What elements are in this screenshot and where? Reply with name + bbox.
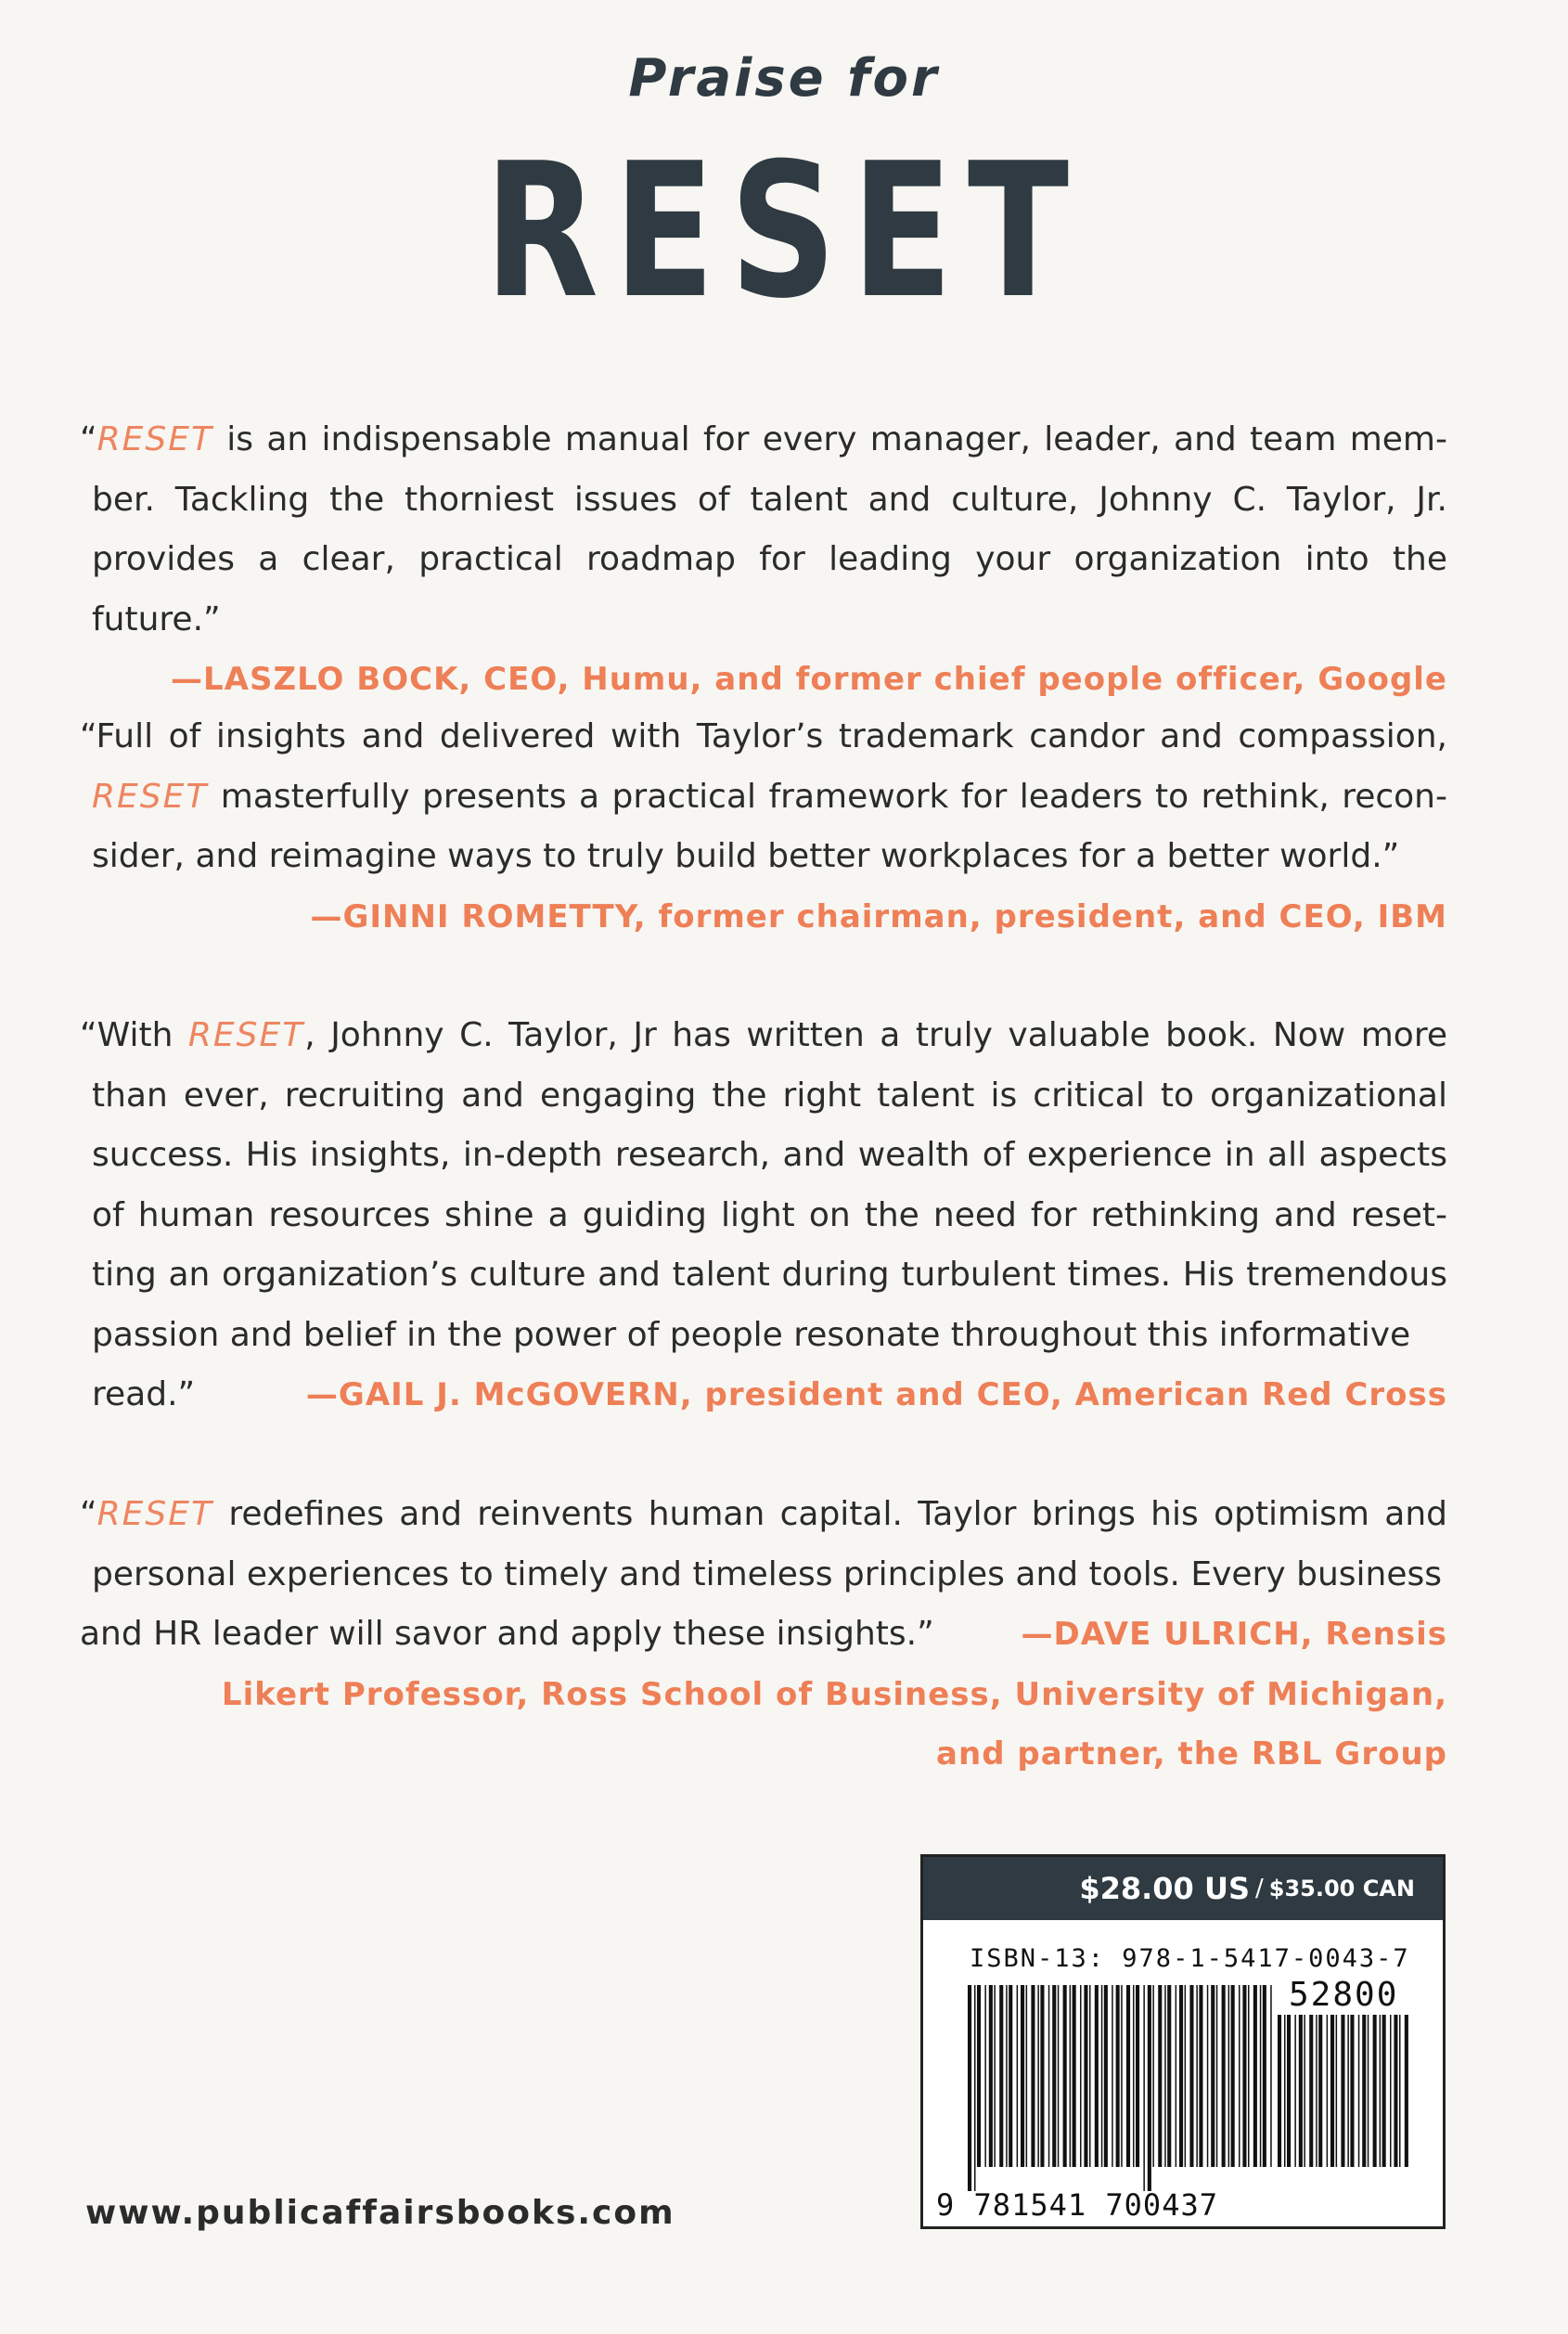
brand-reset: RESET	[96, 420, 214, 458]
quote-ginni-rometty	[80, 707, 1447, 947]
quote-dave-ulrich	[80, 1485, 1447, 1785]
barcode-addon-icon	[1278, 2015, 1409, 2191]
quote-text	[80, 707, 1447, 887]
quote-tail: and HR leader will savor and apply these insights.”	[80, 1615, 934, 1653]
barcode-addon-digits: 52800	[1289, 1976, 1399, 2014]
praise-heading: Praise for	[628, 48, 940, 109]
quote-open: “Full of insights and delivered with Taylor’s trademark candor and compassion,	[80, 717, 1447, 755]
price-us: $28.00 US	[1079, 1871, 1250, 1906]
quote-body: masterfully presents a practical framework for leaders to rethink, reconsider, and reimagine ways to truly build better workplaces for a better world.”	[92, 777, 1447, 875]
price-barcode-box	[920, 1854, 1446, 2229]
barcode-digits: 9 781541 700437	[936, 2187, 1218, 2223]
quote-tail: read.”	[92, 1375, 196, 1413]
quote-gail-mcgovern	[80, 1006, 1447, 1425]
price-can: $35.00 CAN	[1268, 1876, 1415, 1902]
isbn-label: ISBN-13: 978-1-5417-0043-7	[970, 1944, 1410, 1973]
quote-attribution: —LASZLO BOCK, CEO, Humu, and former chief people officer, Google	[170, 661, 1447, 698]
quote-text	[80, 1006, 1447, 1365]
quote-body: is an indispensable manual for every manager, leader, and team member. Tackling the thorniest issues of talent and culture, Johnny C. Taylor, Jr. provides a clear, practical roadmap for leading your organization into the future.”	[92, 420, 1447, 638]
brand-reset: RESET	[92, 777, 209, 816]
quote-body: redefines and reinvents human capital. Taylor brings his optimism and personal experiences to timely and timeless principles and tools. Every business	[92, 1495, 1447, 1593]
price-band	[923, 1857, 1443, 1920]
quote-open: “	[80, 1495, 97, 1533]
brand-reset: RESET	[96, 1495, 214, 1533]
quote-attribution-line-2: Likert Professor, Ross School of Business, University of Michigan,	[221, 1675, 1447, 1713]
quote-final-line	[80, 1365, 1447, 1425]
quote-attribution: —DAVE ULRICH, Rensis	[1021, 1616, 1447, 1653]
quote-body: , Johnny C. Taylor, Jr has written a truly valuable book. Now more than ever, recruiting and engaging the right talent is critical to organizational success. His insights, in-depth research, and wealth of experience in all aspects of human resources shine a guiding light on the need for rethinking and resetting an organization’s culture and talent during turbulent times. His tremendous passion and belief in the power of people resonate throughout this informative	[92, 1016, 1447, 1354]
quote-attribution: —GINNI ROMETTY, former chairman, president, and CEO, IBM	[310, 897, 1447, 935]
publisher-website: www.publicaffairsbooks.com	[85, 2194, 675, 2232]
quote-open: “	[80, 420, 97, 458]
quote-open: “With	[80, 1016, 188, 1054]
quote-attribution: —GAIL J. McGOVERN, president and CEO, American Red Cross	[305, 1376, 1447, 1413]
brand-reset: RESET	[187, 1016, 305, 1054]
price-separator: /	[1254, 1875, 1264, 1902]
quote-final-line	[80, 1605, 1447, 1665]
barcode-main-icon	[968, 1985, 1274, 2191]
quote-laszlo-bock	[80, 410, 1447, 710]
quote-attribution-line-3: and partner, the RBL Group	[936, 1735, 1447, 1773]
quote-text	[80, 1485, 1447, 1605]
book-title: RESET	[483, 123, 1085, 340]
quote-text	[80, 410, 1447, 650]
